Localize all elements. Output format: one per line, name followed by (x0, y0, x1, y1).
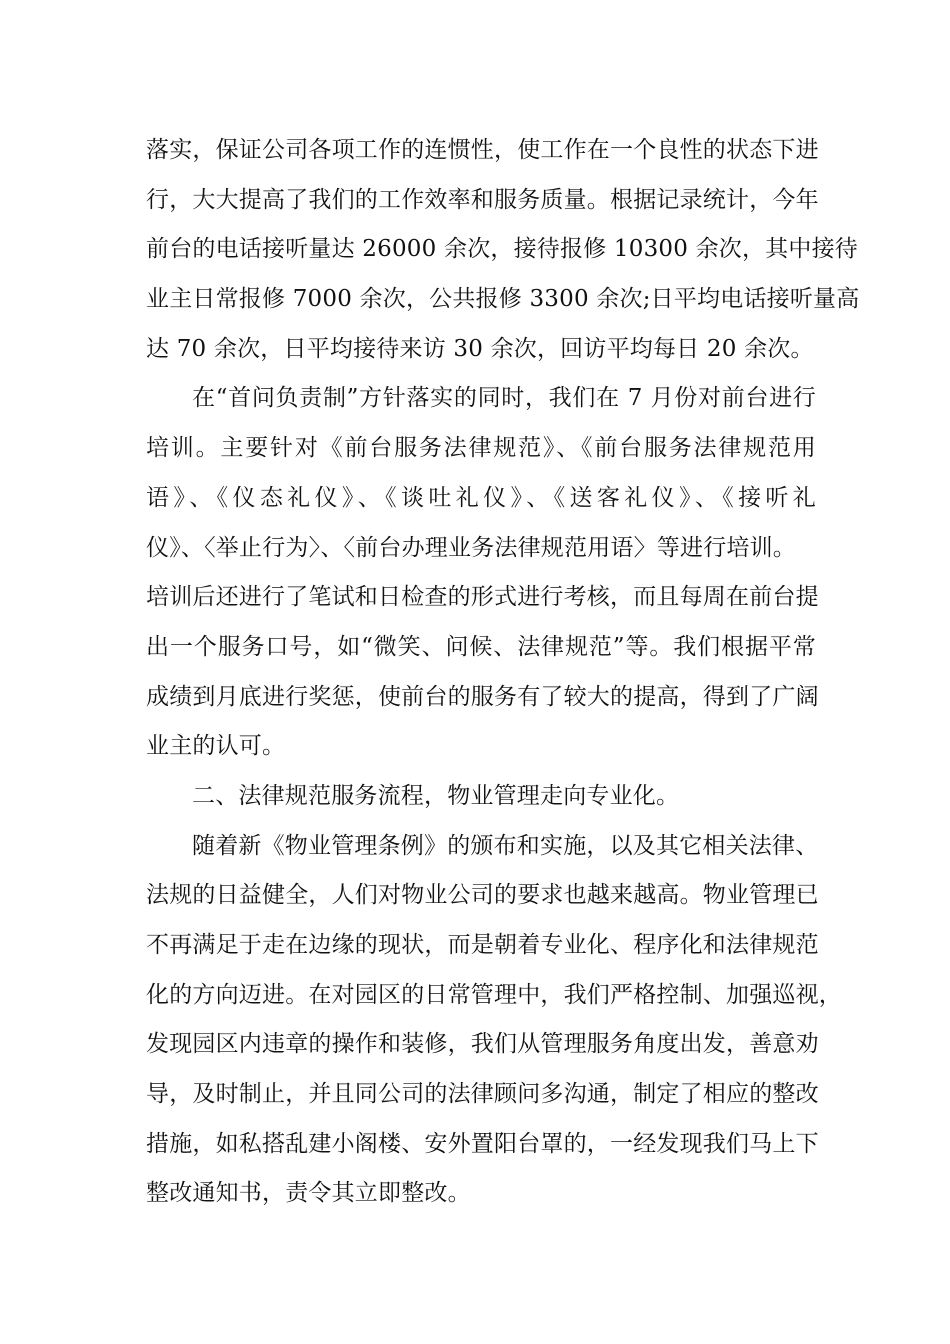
text-line: 培训。主要针对《前台服务法律规范》、《前台服务法律规范用 (146, 435, 816, 462)
text-line: 发现园区内违章的操作和装修，我们从管理服务角度出发，善意劝 (146, 1031, 819, 1058)
text-line: 前台的电话接听量达 26000 余次，接待报修 10300 余次，其中接待 (146, 236, 858, 263)
text-line: 导，及时制止，并且同公司的法律顾问多沟通，制定了相应的整改 (146, 1081, 819, 1108)
text-line: 语》、《仪态礼仪》、《谈吐礼仪》、《送客礼仪》、《接听礼 (146, 484, 816, 511)
text-line: 业主的认可。 (146, 733, 286, 760)
text-line: 出一个服务口号，如“微笑、问候、法律规范”等。我们根据平常 (146, 633, 816, 660)
text-line: 成绩到月底进行奖惩，使前台的服务有了较大的提高，得到了广阔 (146, 683, 819, 710)
text-line: 培训后还进行了笔试和日检查的形式进行考核，而且每周在前台提 (146, 584, 819, 611)
text-line: 仪》、〈举止行为〉、〈前台办理业务法律规范用语〉等进行培训。 (146, 534, 796, 561)
text-line: 整改通知书，责令其立即整改。 (146, 1180, 471, 1207)
text-line: 不再满足于走在边缘的现状，而是朝着专业化、程序化和法律规范 (146, 932, 819, 958)
text-line: 法规的日益健全，人们对物业公司的要求也越来越高。物业管理已 (146, 882, 819, 909)
text-line: 业主日常报修 7000 余次，公共报修 3300 余次;日平均电话接听量高 (146, 286, 860, 313)
text-line: 措施，如私搭乱建小阁楼、安外置阳台罩的，一经发现我们马上下 (146, 1130, 819, 1157)
paragraph-first-line: 在“首问负责制”方针落实的同时，我们在 7 月份对前台进行 (192, 385, 816, 412)
body-text (146, 126, 860, 1219)
text-line: 行，大大提高了我们的工作效率和服务质量。根据记录统计，今年 (146, 186, 819, 213)
text-line: 化的方向迈进。在对园区的日常管理中，我们严格控制、加强巡视， (146, 981, 842, 1008)
text-line: 落实，保证公司各项工作的连惯性，使工作在一个良性的状态下进 (146, 137, 819, 163)
paragraph-first-line: 随着新《物业管理条例》的颁布和实施，以及其它相关法律、 (192, 832, 819, 859)
section-heading: 二、法律规范服务流程，物业管理走向专业化。 (192, 782, 680, 809)
text-line: 达 70 余次，日平均接待来访 30 余次，回访平均每日 20 余次。 (146, 335, 814, 362)
